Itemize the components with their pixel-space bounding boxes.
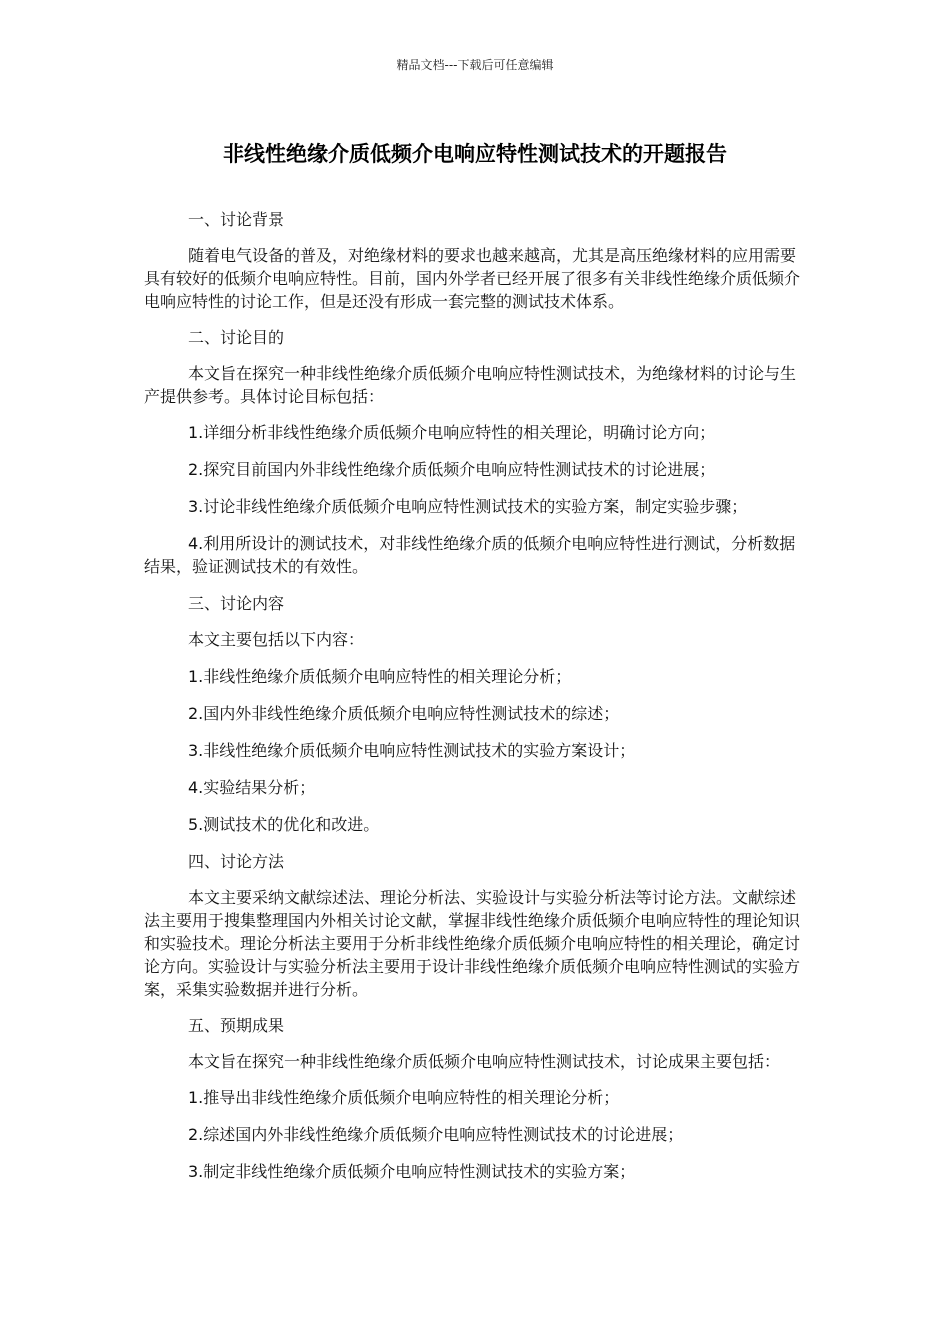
content-list-item: 5.测试技术的优化和改进。 xyxy=(188,815,380,834)
document-title: 非线性绝缘介质低频介电响应特性测试技术的开题报告 xyxy=(223,142,727,166)
page-header: 精品文档---下载后可任意编辑 xyxy=(396,58,554,72)
content-list-item: 2.国内外非线性绝缘介质低频介电响应特性测试技术的综述； xyxy=(188,704,620,723)
results-list-item: 3.制定非线性绝缘介质低频介电响应特性测试技术的实验方案； xyxy=(188,1162,636,1181)
content-intro: 本文主要包括以下内容： xyxy=(188,630,365,649)
results-list-item: 2.综述国内外非线性绝缘介质低频介电响应特性测试技术的讨论进展； xyxy=(188,1125,684,1144)
content-list-item: 1.非线性绝缘介质低频介电响应特性的相关理论分析； xyxy=(188,667,572,686)
purpose-list-item: 4.利用所设计的测试技术，对非线性绝缘介质的低频介电响应特性进行测试，分析数据结果，验证测试技术的有效性。 xyxy=(144,534,796,576)
purpose-paragraph: 本文旨在探究一种非线性绝缘介质低频介电响应特性测试技术，为绝缘材料的讨论与生产提供参考。具体讨论目标包括： xyxy=(144,364,797,406)
section-heading-purpose: 二、讨论目的 xyxy=(188,328,285,347)
purpose-list-item: 3.讨论非线性绝缘介质低频介电响应特性测试技术的实验方案，制定实验步骤； xyxy=(188,497,748,516)
method-paragraph: 本文主要采纳文献综述法、理论分析法、实验设计与实验分析法等讨论方法。文献综述法主要用于搜集整理国内外相关讨论文献，掌握非线性绝缘介质低频介电响应特性的理论知识和实验技术。理论分析法主要用于分析非线性绝缘介质低频介电响应特性的相关理论，确定讨论方向。实验设计与实验分析法主要用于设计非线性绝缘介质低频介电响应特性测试的实验方案，采集实验数据并进行分析。 xyxy=(144,888,801,999)
content-list-item: 4.实验结果分析； xyxy=(188,778,316,797)
section-heading-background: 一、讨论背景 xyxy=(188,210,285,229)
purpose-list-item: 1.详细分析非线性绝缘介质低频介电响应特性的相关理论，明确讨论方向； xyxy=(188,423,716,442)
content-list-item: 3.非线性绝缘介质低频介电响应特性测试技术的实验方案设计； xyxy=(188,741,636,760)
section-heading-method: 四、讨论方法 xyxy=(188,852,285,871)
section-heading-content: 三、讨论内容 xyxy=(188,594,285,613)
results-paragraph: 本文旨在探究一种非线性绝缘介质低频介电响应特性测试技术，讨论成果主要包括： xyxy=(188,1052,781,1071)
purpose-list-item: 2.探究目前国内外非线性绝缘介质低频介电响应特性测试技术的讨论进展； xyxy=(188,460,716,479)
background-paragraph: 随着电气设备的普及，对绝缘材料的要求也越来越高，尤其是高压绝缘材料的应用需要具有较好的低频介电响应特性。目前，国内外学者已经开展了很多有关非线性绝缘介质低频介电响应特性的讨论工作，但是还没有形成一套完整的测试技术体系。 xyxy=(144,246,801,311)
document-body xyxy=(144,208,804,1197)
results-list-item: 1.推导出非线性绝缘介质低频介电响应特性的相关理论分析； xyxy=(188,1088,620,1107)
section-heading-results: 五、预期成果 xyxy=(188,1016,285,1035)
